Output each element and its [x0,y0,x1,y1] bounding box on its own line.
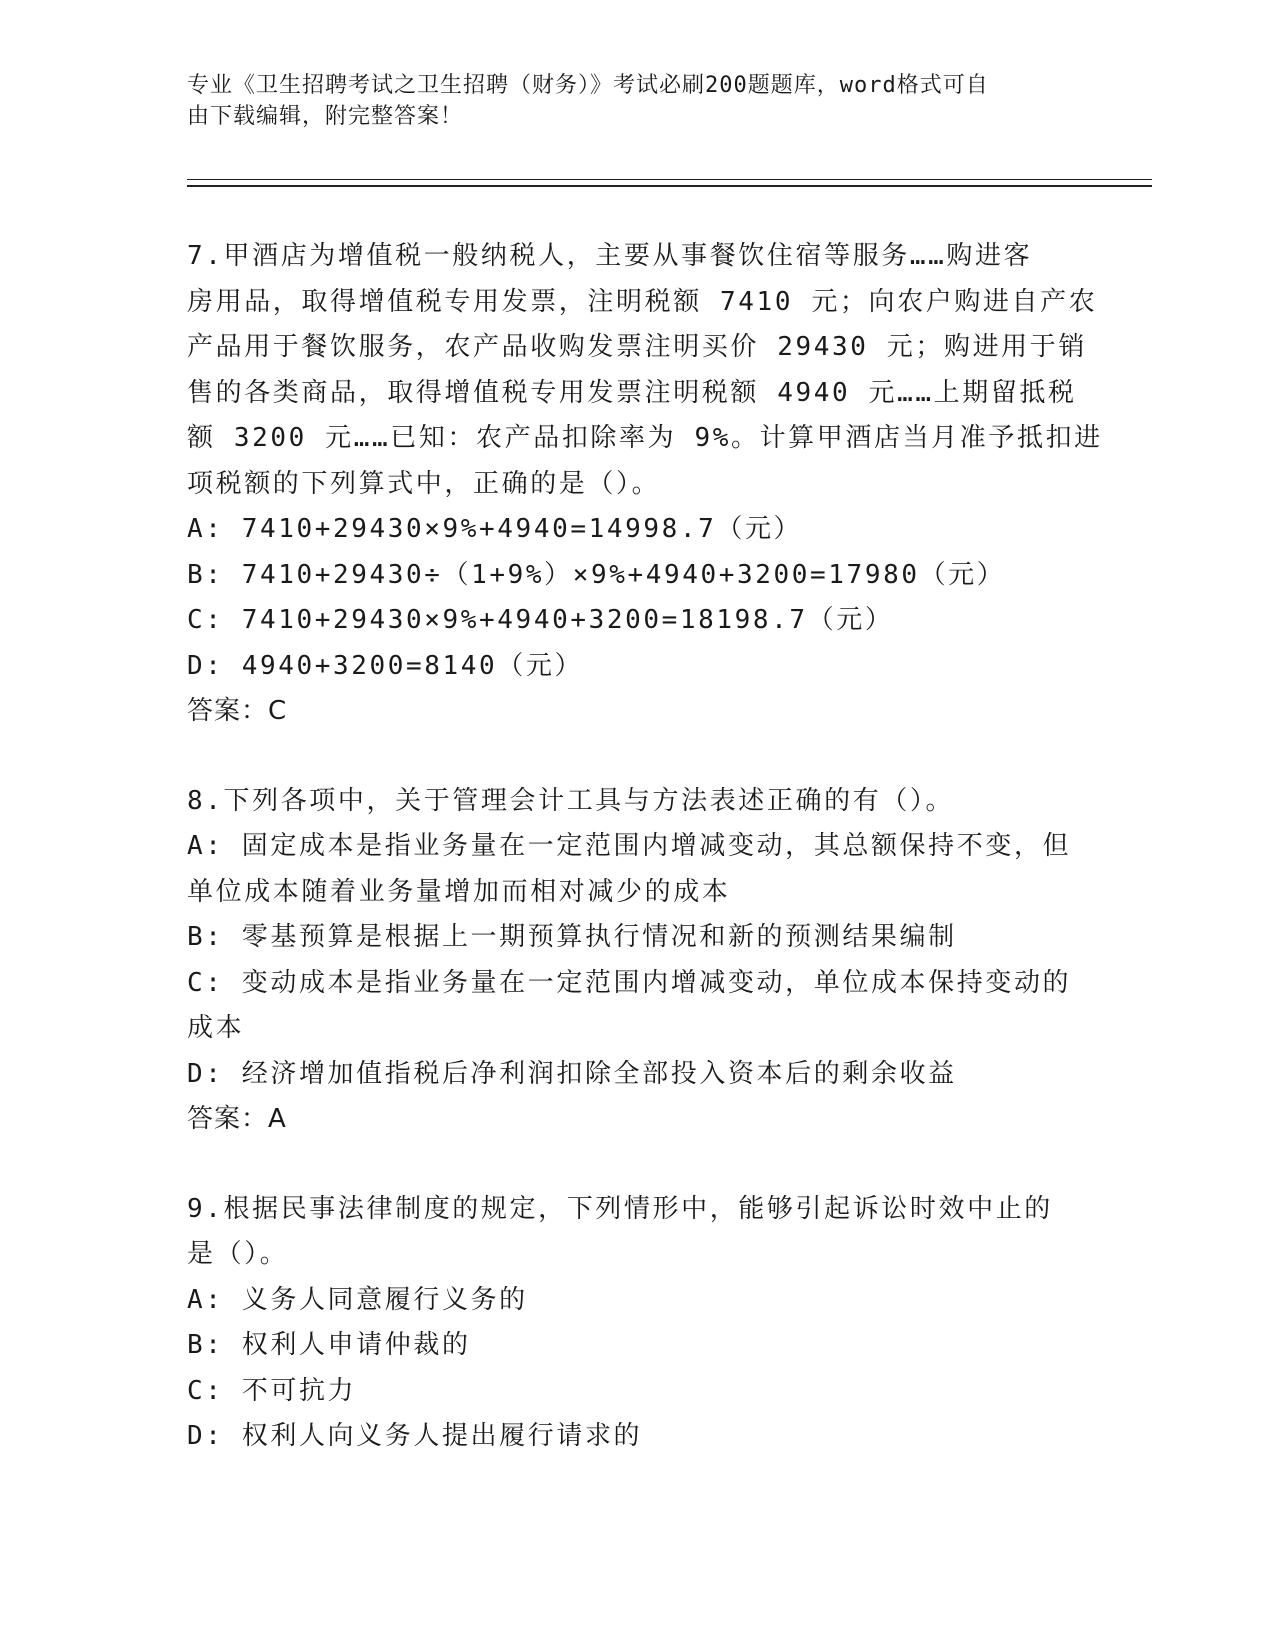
option-d: D: 经济增加值指税后净利润扣除全部投入资本后的剩余收益 [187,1058,957,1089]
question-stem-line: 项税额的下列算式中，正确的是（）。 [187,468,661,499]
option-c: C: 7410+29430×9%+4940+3200=18198.7（元） [187,605,894,635]
option-c: C: 变动成本是指业务量在一定范围内增减变动，单位成本保持变动的 [187,967,1072,998]
question-stem-line: 售的各类商品，取得增值税专用发票注明税额 4940 元……上期留抵税 [187,377,1077,408]
question-spacer [187,735,1082,779]
question-8 [187,779,1082,1143]
header-line: 由下载编辑，附完整答案！ [187,104,464,129]
question-stem-line: 8.下列各项中，关于管理会计工具与方法表述正确的有（）。 [187,785,955,816]
header-divider [187,179,1152,187]
option-b: B: 7410+29430÷（1+9%）×9%+4940+3200=17980（元） [187,559,1006,590]
option-d: D: 权利人向义务人提出履行请求的 [187,1421,643,1451]
question-spacer [187,1143,1082,1187]
question-9 [187,1187,1082,1460]
option-a: A: 义务人同意履行义务的 [187,1284,528,1315]
option-c: C: 不可抗力 [187,1375,357,1406]
answer-line: 答案：C [187,696,288,726]
header-line: 专业《卫生招聘考试之卫生招聘（财务）》考试必刷200题题库，word格式可自 [187,73,989,98]
question-stem-line: 7.甲酒店为增值税一般纳税人，主要从事餐饮住宿等服务……购进客 [187,241,1033,271]
document-header [187,70,1067,132]
answer-line: 答案：A [187,1104,287,1134]
option-b: B: 权利人申请仲裁的 [187,1330,471,1360]
question-stem-line: 是（）。 [187,1239,289,1269]
question-stem-line: 额 3200 元……已知：农产品扣除率为 9%。计算甲酒店当月准予抵扣进 [187,423,1103,453]
option-b: B: 零基预算是根据上一期预算执行情况和新的预测结果编制 [187,922,957,952]
question-7 [187,234,1103,735]
document-content [187,234,1103,1460]
question-stem-line: 9.根据民事法律制度的规定，下列情形中，能够引起诉讼时效中止的 [187,1193,1053,1224]
option-a: A: 固定成本是指业务量在一定范围内增减变动，其总额保持不变，但 [187,831,1072,861]
option-a: A: 7410+29430×9%+4940=14998.7（元） [187,514,803,544]
option-a-continuation: 单位成本随着业务量增加而相对减少的成本 [187,876,731,907]
question-stem-line: 房用品，取得增值税专用发票，注明税额 7410 元；向农户购进自产农 [187,286,1098,317]
option-c-continuation: 成本 [187,1013,245,1043]
option-d: D: 4940+3200=8140（元） [187,650,584,681]
question-stem-line: 产品用于餐饮服务，农产品收购发票注明买价 29430 元；购进用于销 [187,332,1087,362]
